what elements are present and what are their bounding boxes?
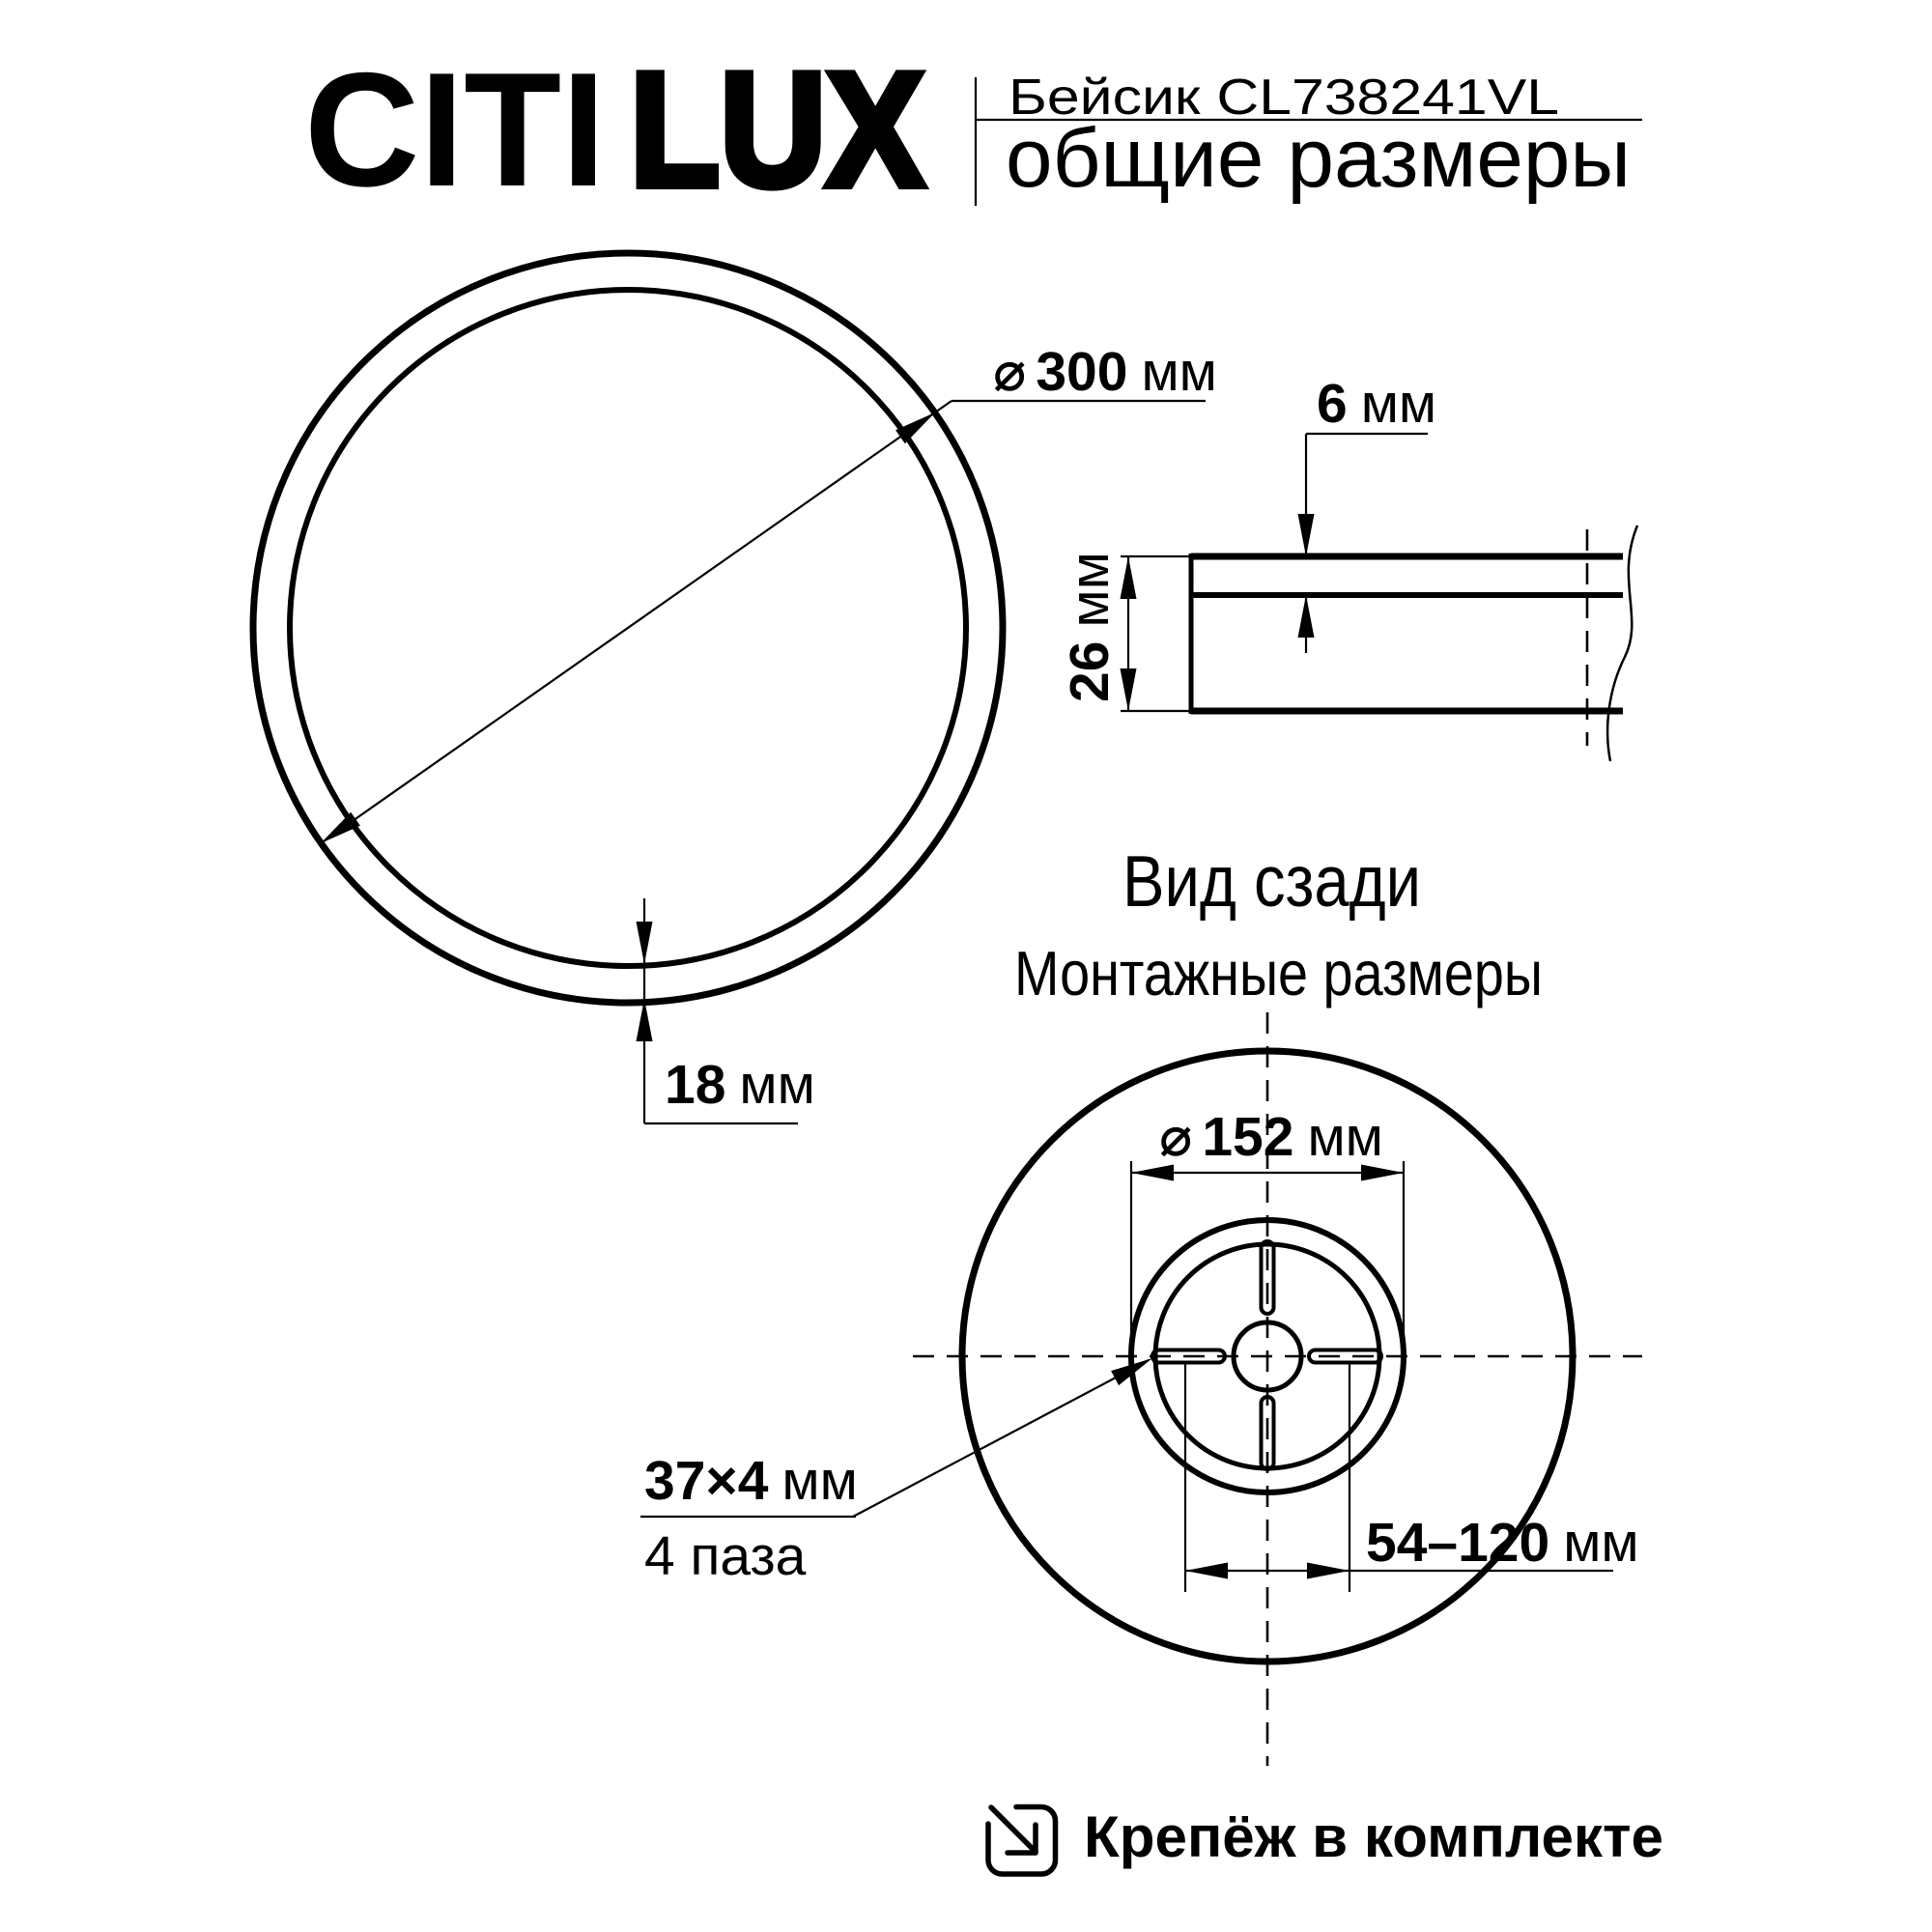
slot-size-label: 37×4 мм [644, 1450, 858, 1512]
sheet-subtitle: общие размеры [1006, 112, 1631, 205]
logo-lux: LUX [630, 39, 924, 220]
header [304, 39, 1642, 220]
hardware-included-text: Крепёж в комплекте [1084, 1804, 1663, 1869]
icon-arrow-shaft [991, 1807, 1035, 1851]
mount-dist-arrow-left [1185, 1563, 1228, 1579]
diameter-line [321, 401, 952, 843]
height-arrow-up [1121, 556, 1137, 599]
thickness-arrow-down [1298, 514, 1315, 556]
height-arrow-down [1121, 668, 1137, 711]
side-view [1059, 373, 1637, 761]
footer-note [988, 1804, 1663, 1874]
rear-view-subtitle: Монтажные размеры [1014, 938, 1543, 1009]
diameter-label: ⌀ 300 мм [993, 341, 1217, 403]
hardware-included-icon [988, 1807, 1056, 1875]
logo-citi: CITI [304, 39, 606, 220]
side-break-line [1607, 526, 1637, 761]
mount-dist-arrow-right [1307, 1563, 1350, 1579]
slot-leader-line [853, 1360, 1149, 1517]
slot-count-label: 4 паза [644, 1525, 807, 1587]
thickness-label: 6 мм [1317, 373, 1437, 435]
height-label: 26мм [1059, 552, 1121, 702]
ring-width-label: 18 мм [665, 1054, 815, 1116]
thickness-arrow-up [1298, 595, 1315, 638]
ring-width-arrow-down [637, 922, 653, 964]
mount-dist-label: 54–120 мм [1366, 1512, 1639, 1574]
product-name: Бейсик CL738241VL [1009, 70, 1559, 126]
rear-view [640, 840, 1642, 1766]
rear-view-title: Вид сзади [1122, 840, 1421, 922]
plate-dia-label: ⌀ 152 мм [1159, 1106, 1383, 1168]
